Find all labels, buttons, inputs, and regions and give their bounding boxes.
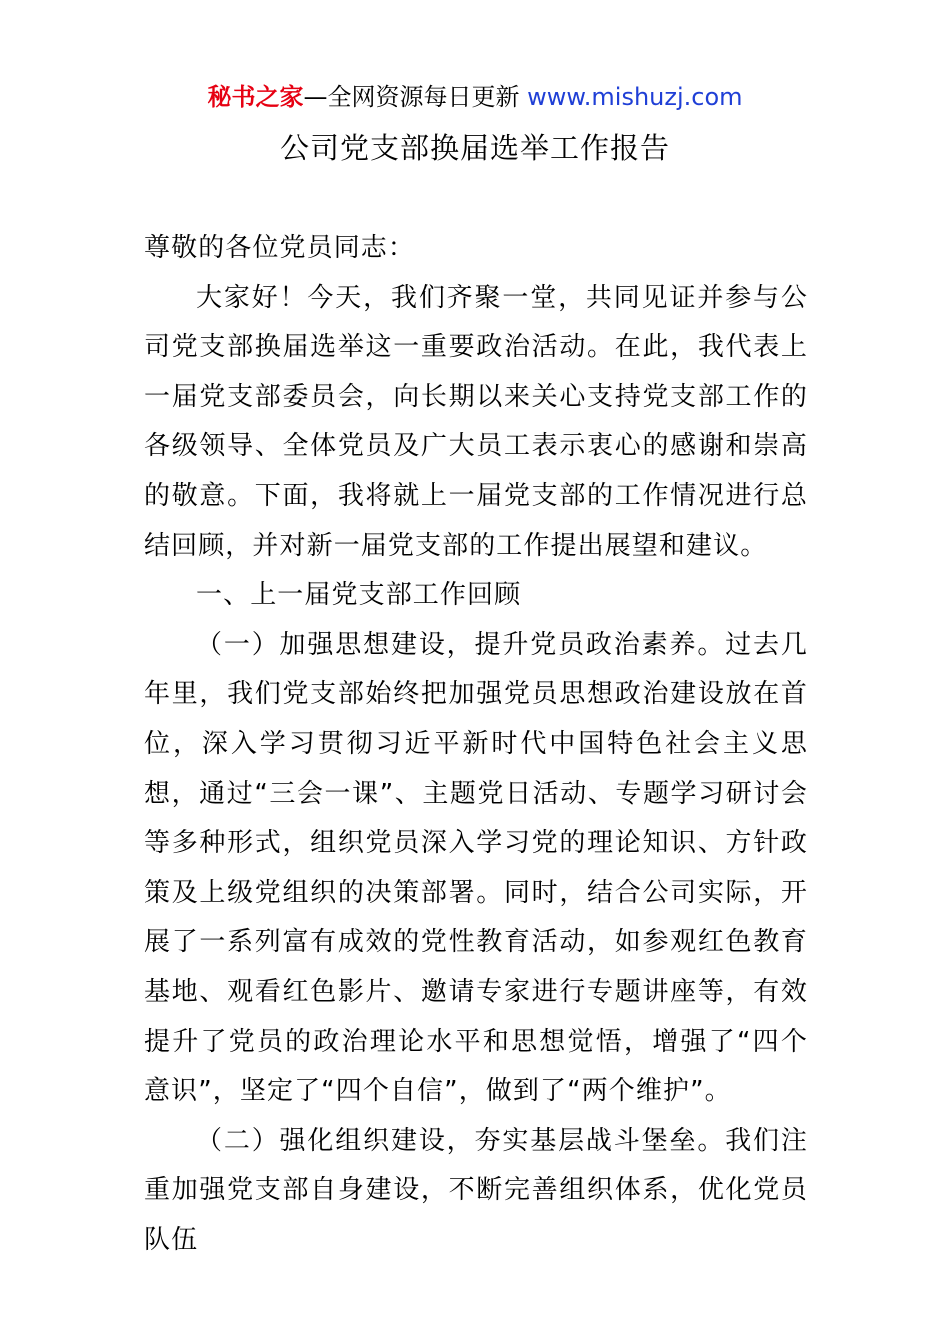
paragraph-ideology: （一）加强思想建设，提升党员政治素养。过去几年里，我们党支部始终把加强党员思想政治建设放在首位，深入学习贯彻习近平新时代中国特色社会主义思想，通过“三会一课”、主题党日活动、专题学习研讨会等多种形式，组织党员深入学习党的理论知识、方针政策及上级党组织的决策部署。同时，结合公司实际，开展了一系列富有成效的党性教育活动，如参观红色教育基地、观看红色影片、邀请专家进行专题讲座等，有效提升了党员的政治理论水平和思想觉悟，增强了“四个意识”，坚定了“四个自信”，做到了“两个维护”。	[144, 629, 808, 1107]
section-heading: 一、上一届党支部工作回顾	[196, 580, 522, 611]
paragraph-organization: （二）强化组织建设，夯实基层战斗堡垒。我们注重加强党支部自身建设，不断完善组织体系，优化党员队伍	[144, 1125, 808, 1255]
document-body	[144, 224, 808, 1265]
salutation: 尊敬的各位党员同志：	[144, 233, 416, 263]
paragraph-opening: 大家好！今天，我们齐聚一堂，共同见证并参与公司党支部换届选举这一重要政治活动。在此，我代表上一届党支部委员会，向长期以来关心支持党支部工作的各级领导、全体党员及广大员工表示衷心的感谢和崇高的敬意。下面，我将就上一届党支部的工作情况进行总结回顾，并对新一届党支部的工作提出展望和建议。	[144, 282, 808, 561]
site-tagline: —全网资源每日更新	[303, 83, 528, 111]
document-title: 公司党支部换届选举工作报告	[279, 131, 670, 165]
site-header	[0, 80, 950, 114]
site-url-link[interactable]: www.mishuzj.com	[527, 83, 743, 111]
site-brand: 秘书之家	[207, 83, 304, 111]
